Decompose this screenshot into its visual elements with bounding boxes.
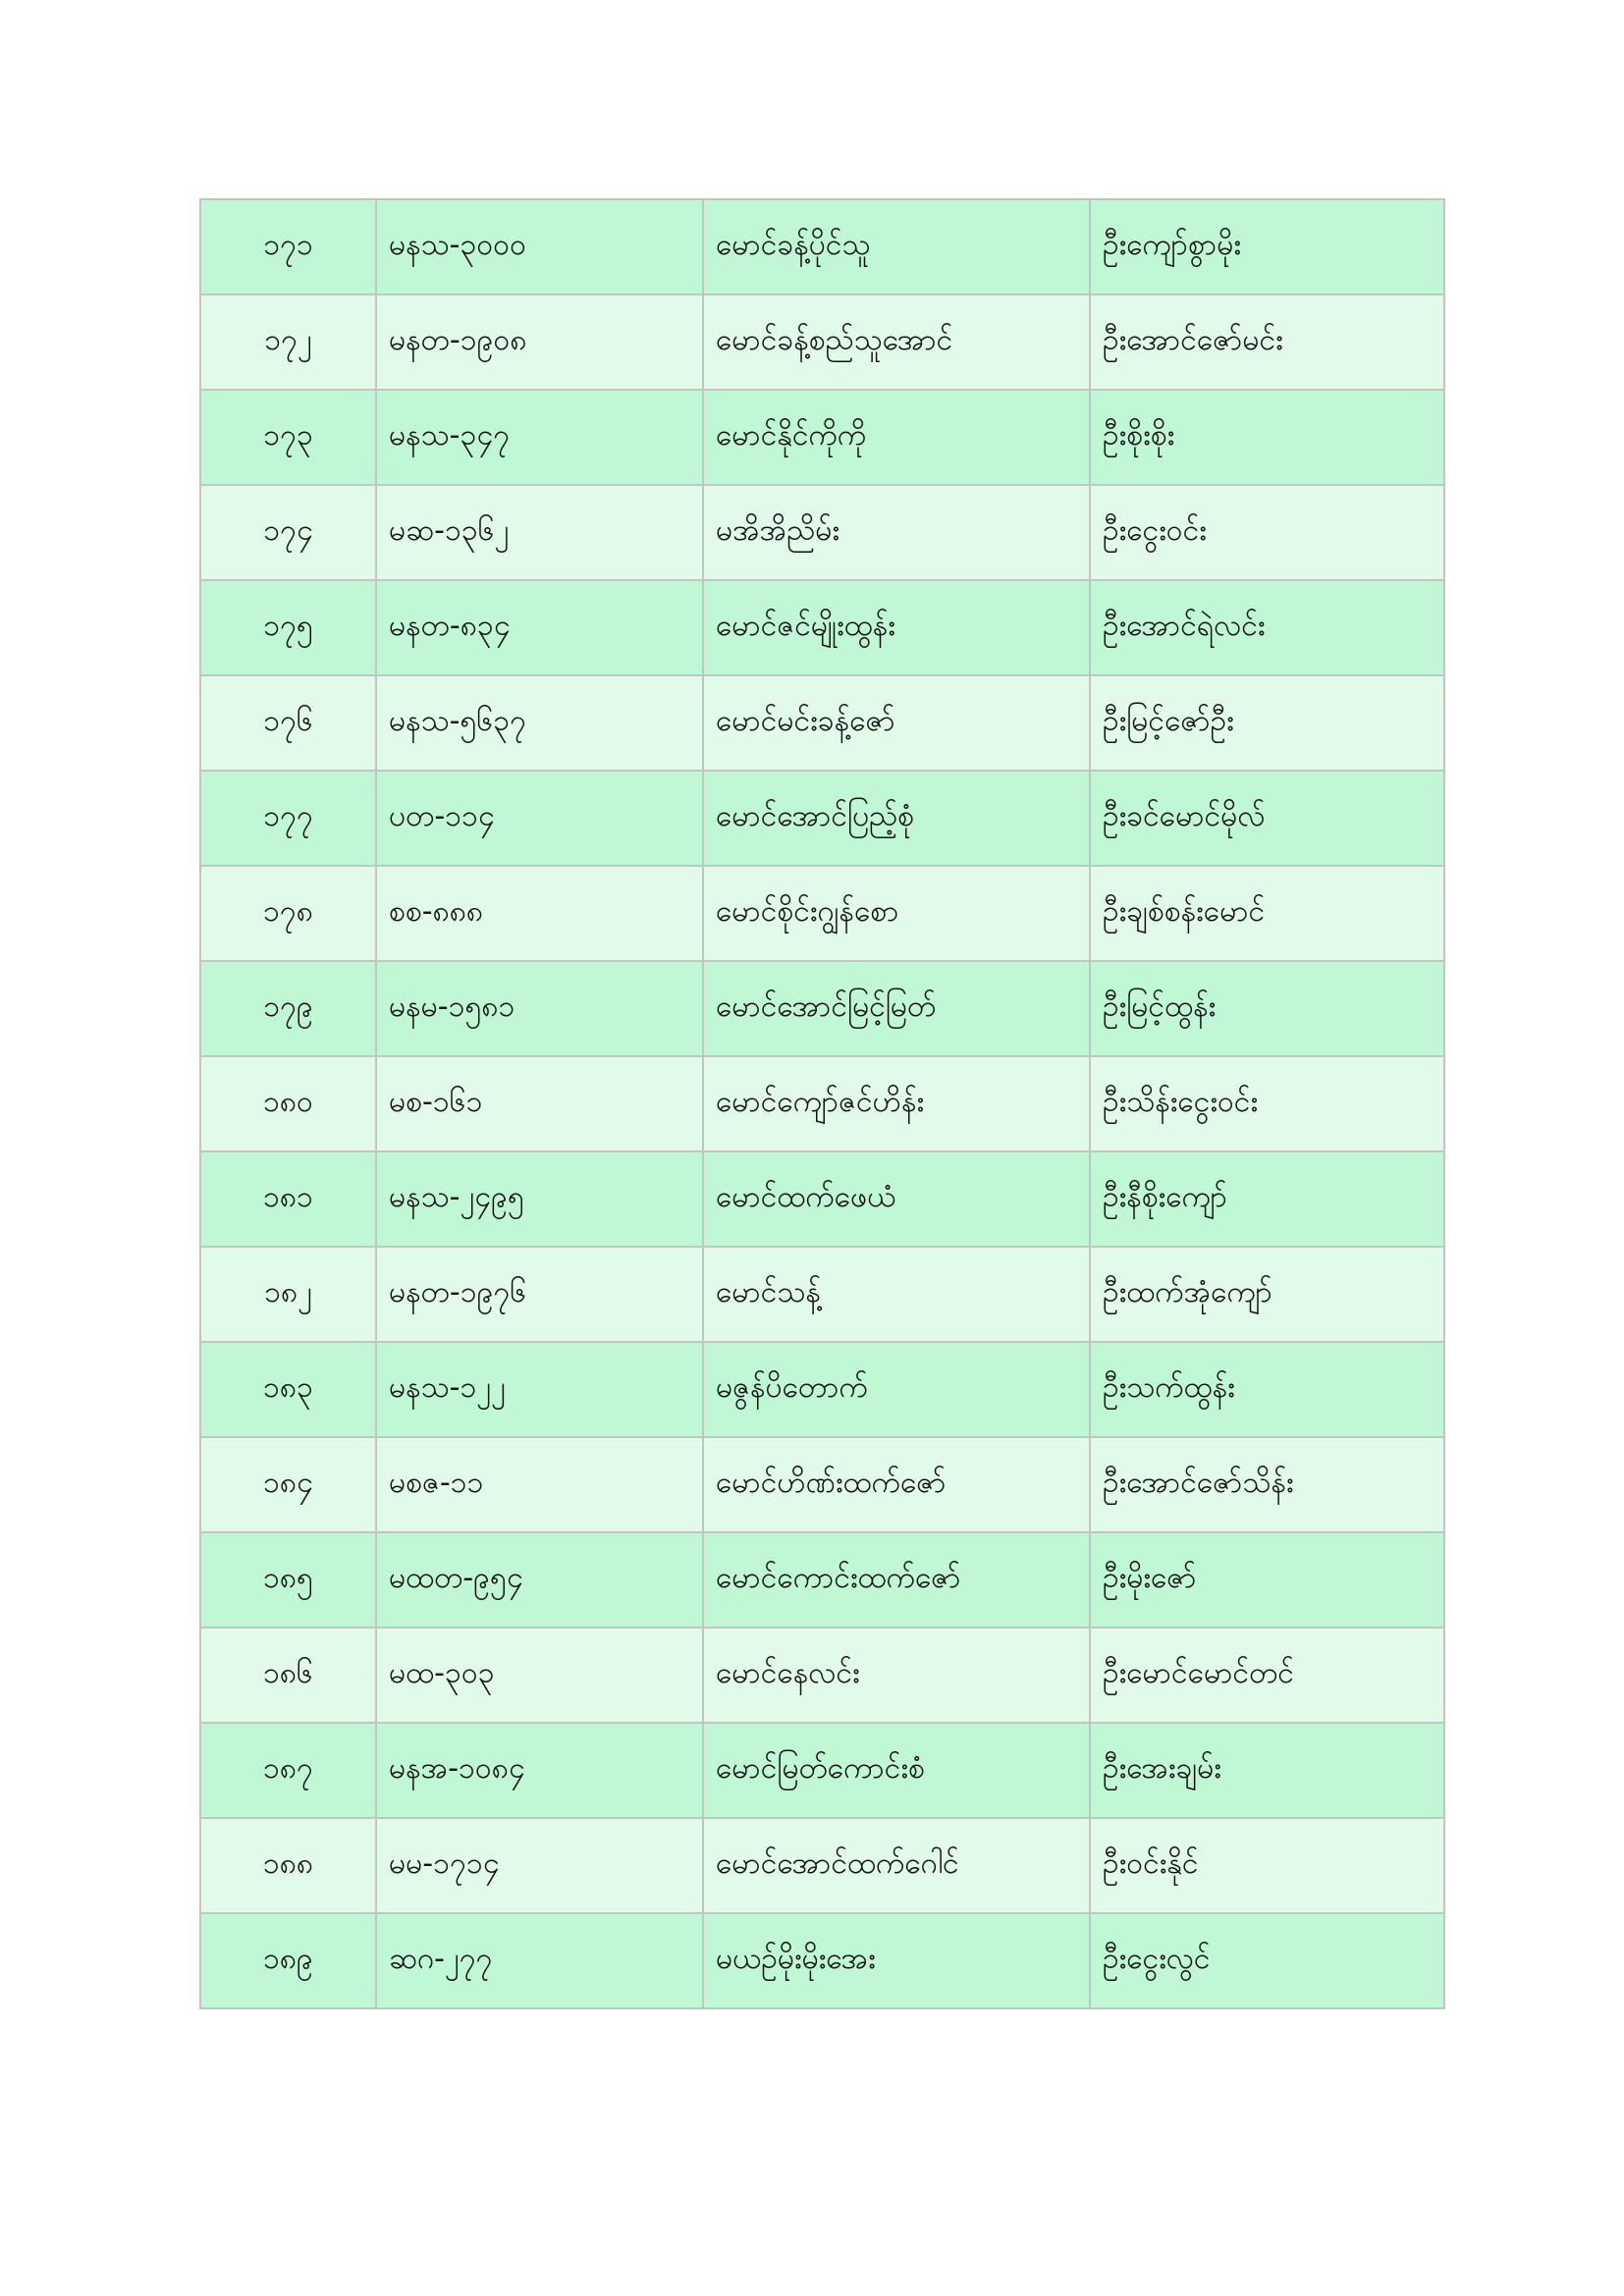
father-name-cell: ဦးစိုးစိုး	[1090, 390, 1444, 485]
registration-id-cell: မမ-၁၇၁၄	[376, 1818, 703, 1913]
table-row	[200, 961, 1444, 1056]
table-row	[200, 771, 1444, 866]
father-name-cell: ဦးအောင်ရဲလင်း	[1090, 580, 1444, 675]
father-name-cell: ဦးမြင့်ဇော်ဦး	[1090, 675, 1444, 771]
student-name-cell: မောင်ကောင်းထက်ဇော်	[703, 1532, 1090, 1628]
row-number-cell: ၁၈၁	[200, 1151, 376, 1247]
registration-id-cell: မနသ-၅၆၃၇	[376, 675, 703, 771]
table-row	[200, 1818, 1444, 1913]
student-name-cell: မောင်မြတ်ကောင်းစံ	[703, 1723, 1090, 1818]
registration-id-cell: မနသ-၂၄၉၅	[376, 1151, 703, 1247]
father-name-cell: ဦးကျော်စွာမိုး	[1090, 199, 1444, 294]
table-row	[200, 1247, 1444, 1342]
row-number-cell: ၁၈၃	[200, 1342, 376, 1437]
registration-id-cell: မထတ-၉၅၄	[376, 1532, 703, 1628]
student-name-cell: မဇွန်ပိတောက်	[703, 1342, 1090, 1437]
father-name-cell: ဦးမောင်မောင်တင်	[1090, 1628, 1444, 1723]
row-number-cell: ၁၇၁	[200, 199, 376, 294]
row-number-cell: ၁၇၆	[200, 675, 376, 771]
student-name-cell: မောင်အောင်မြင့်မြတ်	[703, 961, 1090, 1056]
student-name-cell: မောင်နေလင်း	[703, 1628, 1090, 1723]
father-name-cell: ဦးအောင်ဇော်သိန်း	[1090, 1437, 1444, 1532]
registration-id-cell: မနသ-၁၂၂	[376, 1342, 703, 1437]
father-name-cell: ဦးဝင်းနိုင်	[1090, 1818, 1444, 1913]
table-row	[200, 1437, 1444, 1532]
row-number-cell: ၁၇၇	[200, 771, 376, 866]
student-name-cell: မောင်ကျော်ဇင်ဟိန်း	[703, 1056, 1090, 1151]
table-row	[200, 1151, 1444, 1247]
father-name-cell: ဦးအေးချမ်း	[1090, 1723, 1444, 1818]
father-name-cell: ဦးသက်ထွန်း	[1090, 1342, 1444, 1437]
student-name-cell: မအိအိညိမ်း	[703, 485, 1090, 580]
father-name-cell: ဦးထက်အုံကျော်	[1090, 1247, 1444, 1342]
table-row	[200, 1723, 1444, 1818]
student-name-cell: မောင်နိုင်ကိုကို	[703, 390, 1090, 485]
table-row	[200, 580, 1444, 675]
table-row	[200, 675, 1444, 771]
table-row	[200, 1913, 1444, 2008]
student-name-cell: မယဉ်မိုးမိုးအေး	[703, 1913, 1090, 2008]
registration-id-cell: မနမ-၁၅၈၁	[376, 961, 703, 1056]
registration-id-cell: မနအ-၁၀၈၄	[376, 1723, 703, 1818]
row-number-cell: ၁၇၉	[200, 961, 376, 1056]
table-row	[200, 199, 1444, 294]
registration-id-cell: စစ-၈၈၈	[376, 866, 703, 961]
row-number-cell: ၁၈၄	[200, 1437, 376, 1532]
student-name-cell: မောင်ခန့်ပိုင်သူ	[703, 199, 1090, 294]
registration-id-cell: မထ-၃၀၃	[376, 1628, 703, 1723]
row-number-cell: ၁၇၅	[200, 580, 376, 675]
table-row	[200, 1056, 1444, 1151]
registration-id-cell: မနသ-၃၄၇	[376, 390, 703, 485]
table-row	[200, 1342, 1444, 1437]
father-name-cell: ဦးငွေးဝင်း	[1090, 485, 1444, 580]
table-row	[200, 485, 1444, 580]
row-number-cell: ၁၈၀	[200, 1056, 376, 1151]
student-name-cell: မောင်ဇင်မျိုးထွန်း	[703, 580, 1090, 675]
student-name-cell: မောင်အောင်ပြည့်စုံ	[703, 771, 1090, 866]
father-name-cell: ဦးအောင်ဇော်မင်း	[1090, 294, 1444, 390]
student-name-cell: မောင်ထက်ဖေယံ	[703, 1151, 1090, 1247]
student-name-cell: မောင်အောင်ထက်ဂေါင်	[703, 1818, 1090, 1913]
registration-id-cell: မဆ-၁၃၆၂	[376, 485, 703, 580]
father-name-cell: ဦးမိုးဇော်	[1090, 1532, 1444, 1628]
row-number-cell: ၁၇၄	[200, 485, 376, 580]
records-body	[200, 199, 1444, 2008]
table-row	[200, 1532, 1444, 1628]
row-number-cell: ၁၈၉	[200, 1913, 376, 2008]
registration-id-cell: မစဇ-၁၁	[376, 1437, 703, 1532]
registration-id-cell: မနသ-၃၀၀၀	[376, 199, 703, 294]
student-name-cell: မောင်စိုင်းဂျွန်စော	[703, 866, 1090, 961]
row-number-cell: ၁၇၂	[200, 294, 376, 390]
father-name-cell: ဦးမြင့်ထွန်း	[1090, 961, 1444, 1056]
row-number-cell: ၁၈၇	[200, 1723, 376, 1818]
table-row	[200, 390, 1444, 485]
registration-id-cell: ပတ-၁၁၄	[376, 771, 703, 866]
student-name-cell: မောင်ဟိဏ်းထက်ဇော်	[703, 1437, 1090, 1532]
row-number-cell: ၁၇၃	[200, 390, 376, 485]
table-row	[200, 294, 1444, 390]
row-number-cell: ၁၈၅	[200, 1532, 376, 1628]
father-name-cell: ဦးနီစိုးကျော်	[1090, 1151, 1444, 1247]
father-name-cell: ဦးချစ်စန်းမောင်	[1090, 866, 1444, 961]
student-name-cell: မောင်ခန့်စည်သူအောင်	[703, 294, 1090, 390]
father-name-cell: ဦးသိန်းငွေးဝင်း	[1090, 1056, 1444, 1151]
registration-id-cell: မစ-၁၆၁	[376, 1056, 703, 1151]
registration-id-cell: မနတ-၁၉၇၆	[376, 1247, 703, 1342]
student-name-cell: မောင်မင်းခန့်ဇော်	[703, 675, 1090, 771]
registration-id-cell: ဆဂ-၂၇၇	[376, 1913, 703, 2008]
table-row	[200, 1628, 1444, 1723]
father-name-cell: ဦးခင်မောင်မိုလ်	[1090, 771, 1444, 866]
registration-id-cell: မနတ-၁၉၀၈	[376, 294, 703, 390]
row-number-cell: ၁၇၈	[200, 866, 376, 961]
row-number-cell: ၁၈၆	[200, 1628, 376, 1723]
student-name-cell: မောင်သန့်	[703, 1247, 1090, 1342]
row-number-cell: ၁၈၂	[200, 1247, 376, 1342]
father-name-cell: ဦးငွေးလွင်	[1090, 1913, 1444, 2008]
registration-id-cell: မနတ-၈၃၄	[376, 580, 703, 675]
table-row	[200, 866, 1444, 961]
records-table	[199, 198, 1445, 2009]
row-number-cell: ၁၈၈	[200, 1818, 376, 1913]
